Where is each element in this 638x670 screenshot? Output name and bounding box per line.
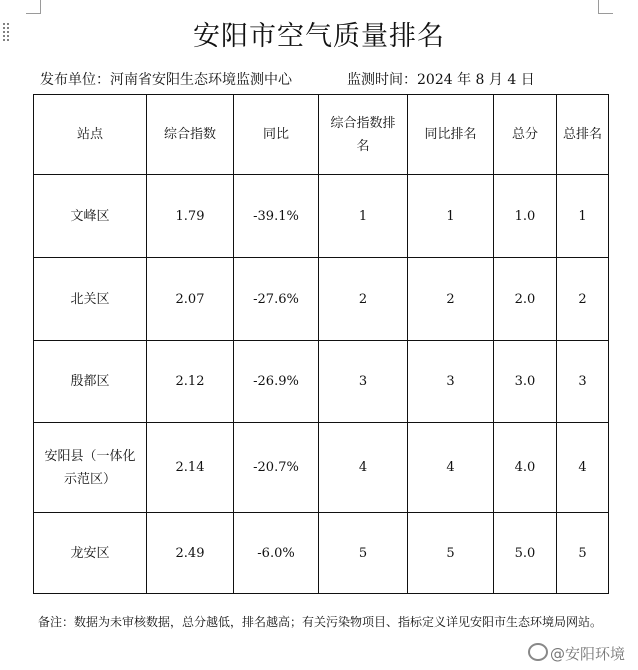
ranking-table <box>33 94 609 594</box>
table-row <box>34 341 609 423</box>
cell-index-rank: 2 <box>319 258 408 341</box>
cell-yoy: -6.0% <box>234 513 319 594</box>
cell-yoy: -20.7% <box>234 423 319 513</box>
watermark-text: @安阳环境 <box>550 645 626 663</box>
cell-total-rank: 3 <box>557 341 609 423</box>
cell-score: 2.0 <box>494 258 557 341</box>
cell-yoy-rank: 3 <box>408 341 494 423</box>
cell-index: 2.12 <box>147 341 234 423</box>
table-row <box>34 423 609 513</box>
cell-index: 2.49 <box>147 513 234 594</box>
table-row <box>34 175 609 258</box>
cell-site: 殷都区 <box>34 341 147 423</box>
cell-yoy: -27.6% <box>234 258 319 341</box>
header-site: 站点 <box>34 95 147 175</box>
cell-yoy: -39.1% <box>234 175 319 258</box>
header-total-rank: 总排名 <box>557 95 609 175</box>
cell-yoy-rank: 4 <box>408 423 494 513</box>
monitor-time-text: 监测时间：2024 年 8 月 4 日 <box>347 72 535 88</box>
cell-yoy-rank: 5 <box>408 513 494 594</box>
cell-site: 安阳县（一体化示范区） <box>34 423 147 513</box>
page-corner-mark-left <box>26 0 41 14</box>
cell-site: 北关区 <box>34 258 147 341</box>
cell-index-rank: 1 <box>319 175 408 258</box>
cell-total-rank: 4 <box>557 423 609 513</box>
publisher-text: 发布单位：河南省安阳生态环境监测中心 <box>40 72 292 88</box>
header-index-rank: 综合指数排名 <box>319 95 408 175</box>
cell-total-rank: 2 <box>557 258 609 341</box>
cell-score: 5.0 <box>494 513 557 594</box>
cell-index-rank: 4 <box>319 423 408 513</box>
cell-index-rank: 5 <box>319 513 408 594</box>
cell-total-rank: 1 <box>557 175 609 258</box>
cell-index: 2.07 <box>147 258 234 341</box>
cell-yoy-rank: 1 <box>408 175 494 258</box>
cell-yoy-rank: 2 <box>408 258 494 341</box>
weibo-icon <box>528 643 548 661</box>
header-index: 综合指数 <box>147 95 234 175</box>
table-row <box>34 258 609 341</box>
table-row <box>34 513 609 594</box>
cell-index: 1.79 <box>147 175 234 258</box>
cell-total-rank: 5 <box>557 513 609 594</box>
cell-score: 4.0 <box>494 423 557 513</box>
cell-site: 龙安区 <box>34 513 147 594</box>
table-header-row <box>34 95 609 175</box>
header-score: 总分 <box>494 95 557 175</box>
header-yoy-rank: 同比排名 <box>408 95 494 175</box>
footnote: 备注：数据为未审核数据，总分越低，排名越高；有关污染物项目、指标定义详见安阳市生态环境局网站。 <box>38 615 603 629</box>
cell-yoy: -26.9% <box>234 341 319 423</box>
watermark <box>528 643 625 664</box>
page-corner-mark-right <box>598 0 613 14</box>
cell-index-rank: 3 <box>319 341 408 423</box>
page-title: 安阳市空气质量排名 <box>193 21 445 52</box>
cell-site: 文峰区 <box>34 175 147 258</box>
header-yoy: 同比 <box>234 95 319 175</box>
cell-score: 1.0 <box>494 175 557 258</box>
cell-score: 3.0 <box>494 341 557 423</box>
cell-index: 2.14 <box>147 423 234 513</box>
